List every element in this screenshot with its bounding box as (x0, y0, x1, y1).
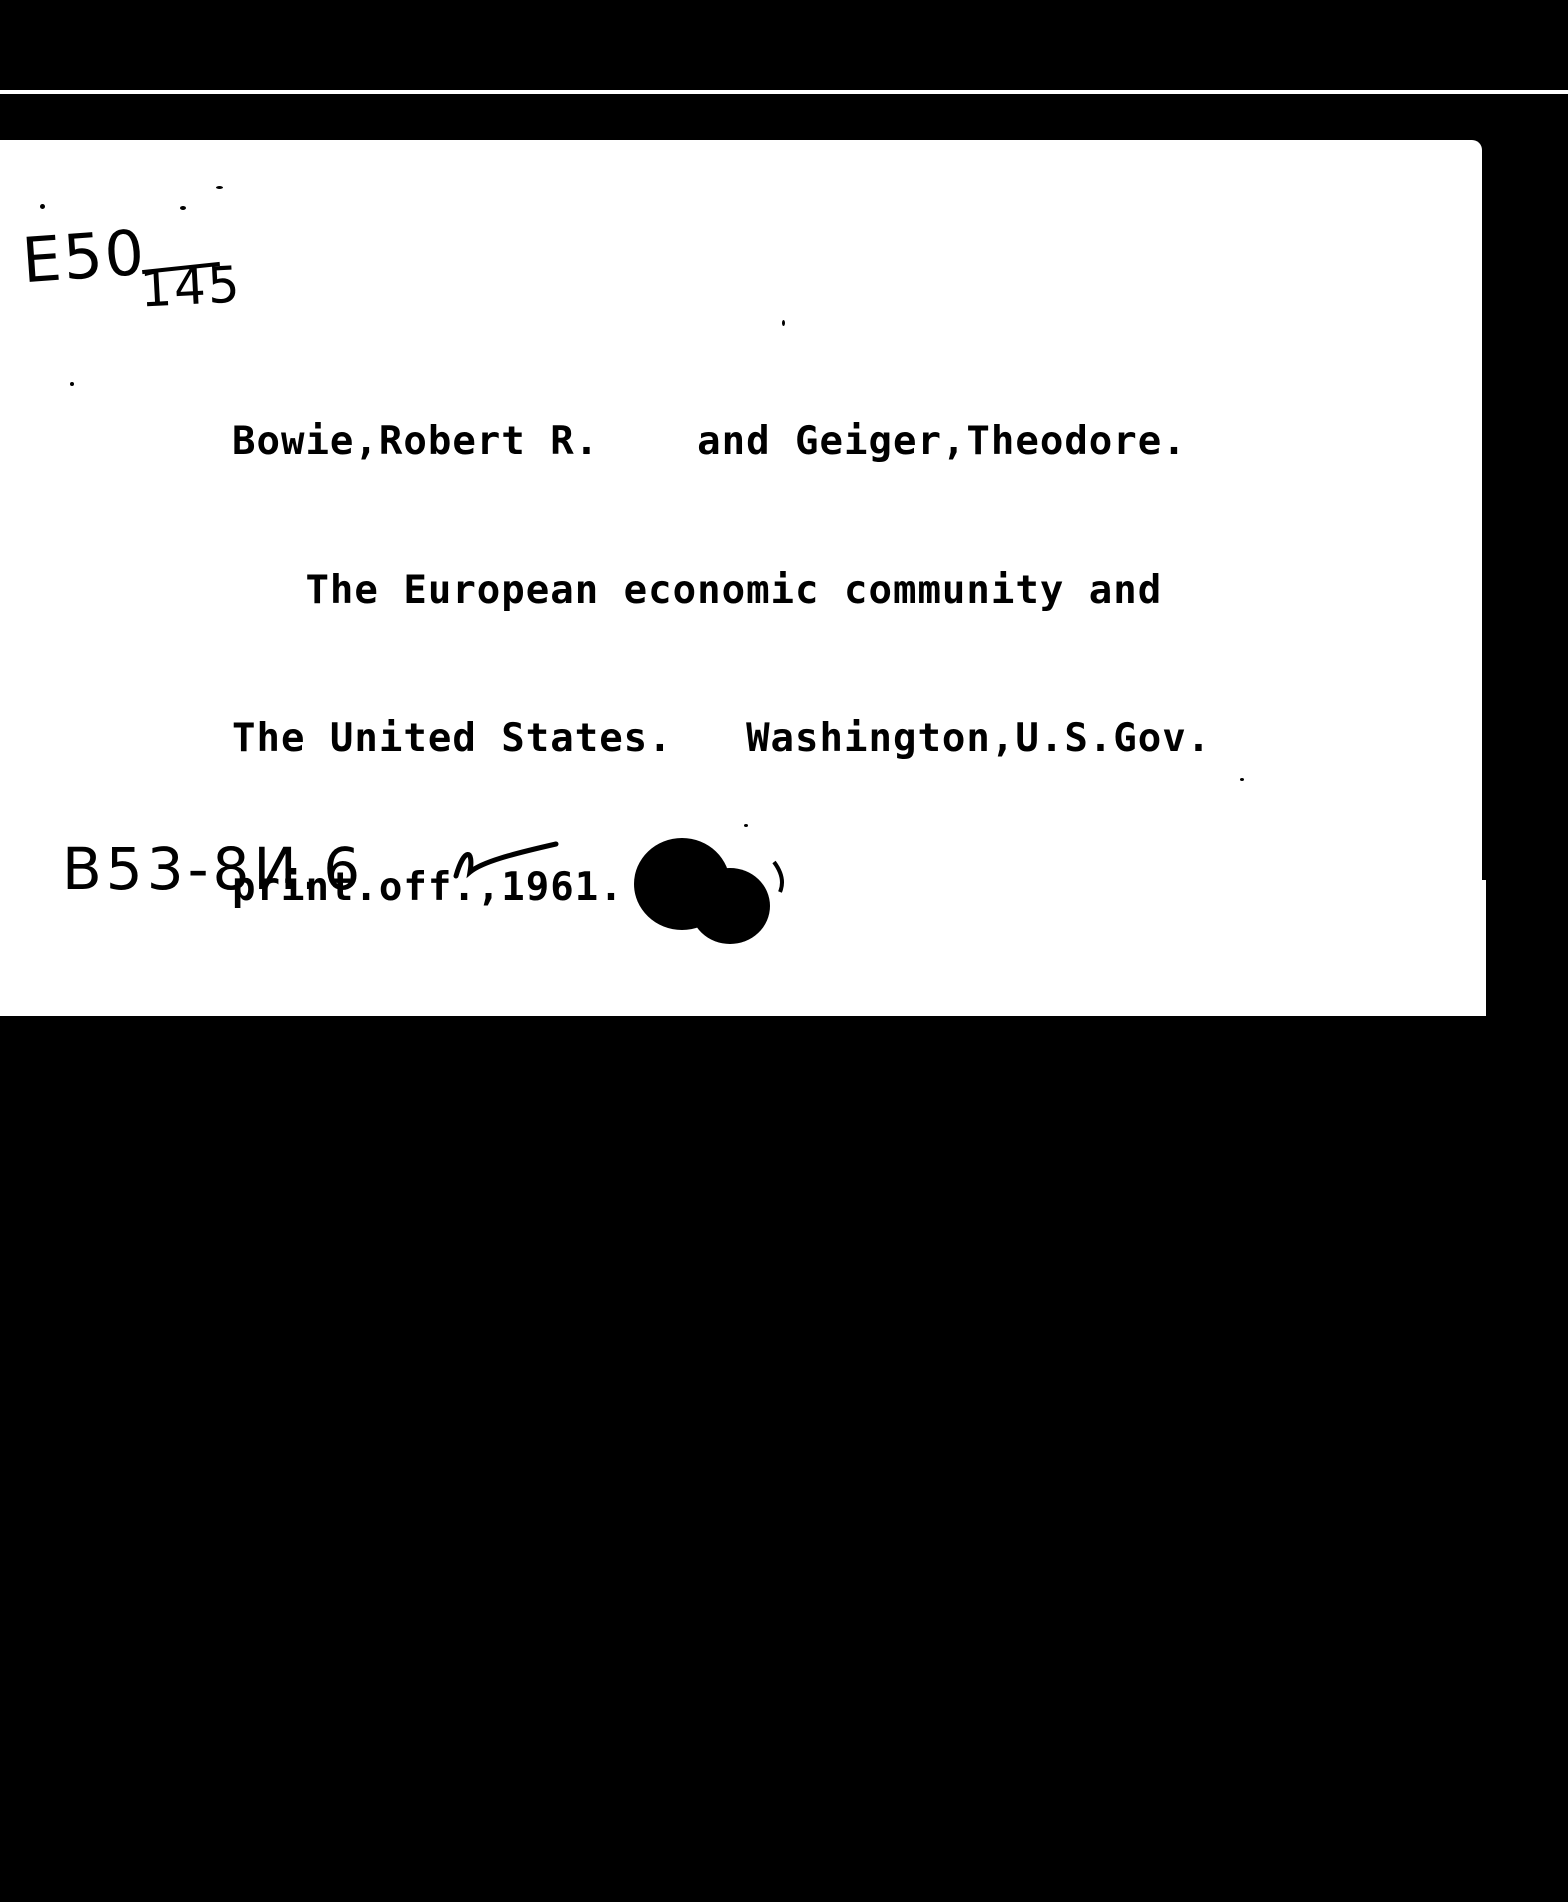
typed-line-series-cont-2: policy of the Joint econ.com.Congress of (232, 1310, 1212, 1355)
catalog-card-edge (1476, 880, 1486, 1016)
film-edge-line (0, 90, 1568, 94)
typed-line-series-end: the United States). (232, 1458, 698, 1504)
typed-line-series-cont: Joint com.print. Subcom.of foreign econ. (232, 1161, 1212, 1207)
typed-line-imprint: print.off.,1961. (232, 864, 624, 910)
dust-speck (782, 320, 785, 326)
typed-bibliographic-entry (232, 318, 1211, 1902)
dust-speck (744, 824, 748, 827)
typed-line-pages-series: 60 c. (87th Congress,1st Session. (232, 1013, 1163, 1058)
dust-speck (180, 206, 186, 210)
dust-speck (1240, 778, 1244, 781)
inventory-number-handwritten: B53-8И.6 (62, 835, 365, 903)
call-number-handwritten: E50 (19, 215, 149, 298)
call-number-subscript-handwritten: 145 (138, 255, 243, 319)
dust-speck (70, 382, 74, 386)
typed-line-title: The European economic community and (232, 567, 1163, 613)
ink-blot-mark (630, 834, 800, 954)
handwritten-flourish (452, 842, 562, 882)
typed-line-cover-note: Авт.на обл.не указ. (232, 1607, 771, 1652)
typed-line-size: 23 см. (232, 1755, 453, 1801)
typed-line-authors: Bowie,Robert R. and Geiger,Theodore. (232, 419, 1187, 464)
typed-line-title-cont: The United States. Washington,U.S.Gov. (232, 716, 1212, 761)
dust-speck (40, 204, 45, 209)
dust-speck (216, 186, 223, 189)
